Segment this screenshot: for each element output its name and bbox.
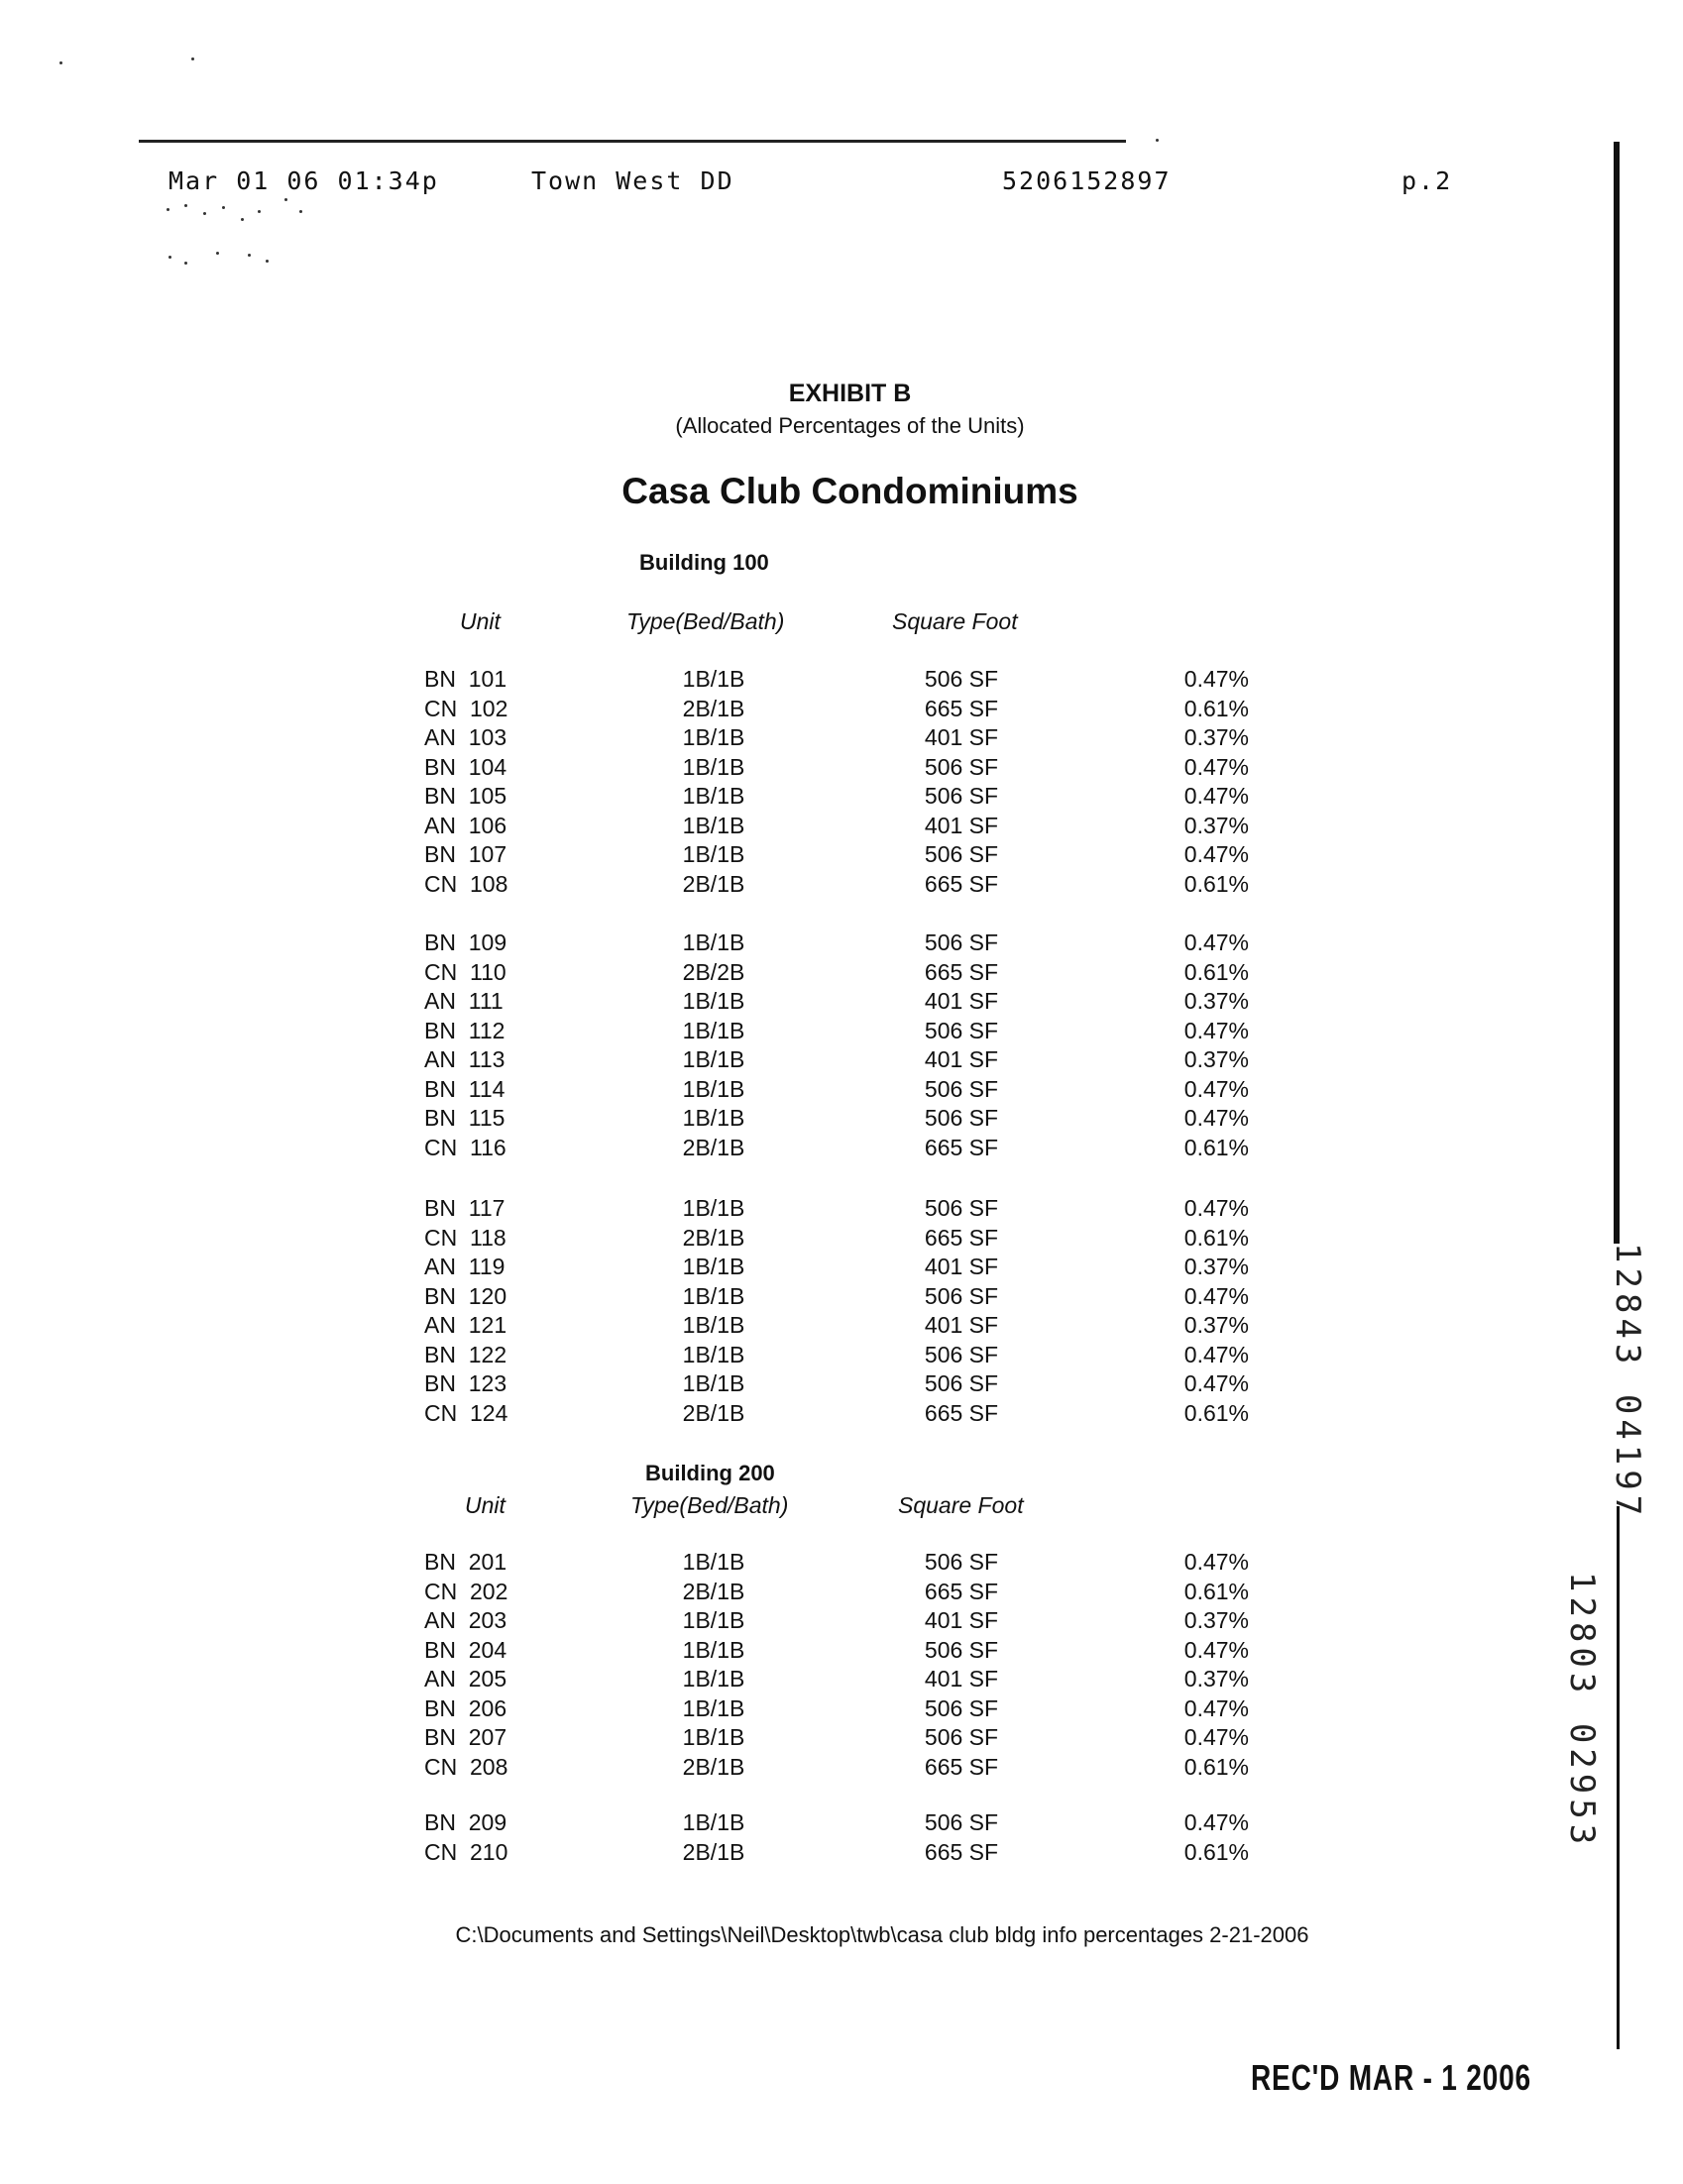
fax-page-number: p.2: [1402, 166, 1453, 195]
scan-speck: [241, 218, 244, 221]
type-cell: 1B/1B: [682, 783, 745, 809]
unit-cell: BN 112: [424, 1017, 505, 1043]
type-cell: 2B/1B: [682, 1753, 745, 1780]
unit-cell: BN 204: [424, 1636, 507, 1663]
square-foot-cell: 665 SF: [924, 1838, 999, 1865]
percentage-cell: 0.47%: [1183, 1549, 1249, 1575]
type-cell: 1B/1B: [682, 1370, 745, 1396]
type-cell: 1B/1B: [682, 1809, 745, 1835]
table-row: [0, 871, 1388, 900]
type-cell: 1B/1B: [682, 724, 745, 750]
type-cell: 1B/1B: [682, 666, 745, 692]
percentage-cell: 0.47%: [1183, 1075, 1249, 1102]
table-row: [0, 696, 1388, 724]
unit-cell: AN 205: [424, 1666, 507, 1692]
scan-speck: [167, 208, 169, 211]
percentage-cell: 0.47%: [1183, 1195, 1249, 1221]
percentage-cell: 0.47%: [1183, 753, 1249, 780]
scan-speck: [258, 210, 261, 213]
received-date-stamp: REC'D MAR - 1 2006: [1251, 2057, 1531, 2098]
fax-phone: 5206152897: [1002, 166, 1172, 195]
type-cell: 1B/1B: [682, 753, 745, 780]
percentage-cell: 0.61%: [1183, 1224, 1249, 1251]
table-row: [0, 1637, 1388, 1666]
square-foot-cell: 506 SF: [924, 1370, 999, 1396]
type-cell: 1B/1B: [682, 1017, 745, 1043]
unit-cell: BN 107: [424, 841, 507, 867]
unit-cell: CN 202: [424, 1578, 508, 1604]
unit-cell: CN 124: [424, 1399, 508, 1426]
percentage-cell: 0.37%: [1183, 1666, 1249, 1692]
unit-cell: BN 101: [424, 666, 507, 692]
table-row: [0, 1283, 1388, 1312]
table-row: [0, 1754, 1388, 1783]
type-cell: 2B/1B: [682, 870, 745, 897]
square-foot-cell: 506 SF: [924, 929, 999, 955]
table-row: [0, 1312, 1388, 1341]
type-cell: 1B/1B: [682, 841, 745, 867]
unit-cell: BN 115: [424, 1105, 505, 1131]
percentage-cell: 0.61%: [1183, 1753, 1249, 1780]
percentage-cell: 0.47%: [1183, 929, 1249, 955]
file-path-footer: C:\Documents and Settings\Neil\Desktop\twb\casa club bldg info percentages 2-21-2006: [455, 1922, 1309, 1947]
type-cell: 1B/1B: [682, 929, 745, 955]
square-foot-cell: 665 SF: [924, 1399, 999, 1426]
type-cell: 1B/1B: [682, 988, 745, 1014]
recording-number-stamp: 12803 02953: [1562, 1572, 1602, 1850]
type-cell: 2B/1B: [682, 695, 745, 721]
scan-speck: [191, 57, 194, 60]
unit-cell: BN 105: [424, 783, 507, 809]
table-row: [0, 1695, 1388, 1724]
square-foot-cell: 665 SF: [924, 1753, 999, 1780]
scan-speck: [299, 210, 302, 213]
table-row: [0, 1839, 1388, 1868]
type-cell: 1B/1B: [682, 1105, 745, 1131]
square-foot-cell: 665 SF: [924, 695, 999, 721]
square-foot-cell: 401 SF: [924, 1312, 999, 1338]
percentage-cell: 0.61%: [1183, 695, 1249, 721]
percentage-cell: 0.37%: [1183, 988, 1249, 1014]
square-foot-cell: 401 SF: [924, 1666, 999, 1692]
type-cell: 1B/1B: [682, 1046, 745, 1072]
unit-cell: BN 109: [424, 929, 507, 955]
scan-speck: [222, 206, 225, 209]
column-header-sqft: Square Foot: [898, 1492, 1024, 1518]
type-cell: 2B/1B: [682, 1578, 745, 1604]
unit-cell: CN 102: [424, 695, 508, 721]
column-header-unit: Unit: [460, 608, 501, 634]
percentage-cell: 0.47%: [1183, 1809, 1249, 1835]
type-cell: 1B/1B: [682, 1075, 745, 1102]
type-cell: 1B/1B: [682, 1636, 745, 1663]
unit-cell: CN 116: [424, 1134, 506, 1160]
unit-cell: BN 206: [424, 1694, 507, 1721]
square-foot-cell: 401 SF: [924, 1607, 999, 1633]
table-row: [0, 1254, 1388, 1282]
table-row: [0, 1018, 1388, 1046]
square-foot-cell: 401 SF: [924, 812, 999, 838]
percentage-cell: 0.61%: [1183, 1838, 1249, 1865]
fax-sender: Town West DD: [531, 166, 734, 195]
scan-speck: [168, 256, 171, 259]
percentage-cell: 0.47%: [1183, 841, 1249, 867]
building-title: Building 200: [645, 1461, 775, 1485]
square-foot-cell: 506 SF: [924, 1549, 999, 1575]
scan-speck: [216, 252, 219, 255]
unit-cell: AN 106: [424, 812, 507, 838]
square-foot-cell: 506 SF: [924, 1195, 999, 1221]
square-foot-cell: 506 SF: [924, 1017, 999, 1043]
unit-cell: BN 209: [424, 1809, 507, 1835]
type-cell: 1B/1B: [682, 1254, 745, 1279]
type-cell: 1B/1B: [682, 1549, 745, 1575]
percentage-cell: 0.47%: [1183, 1105, 1249, 1131]
table-row: [0, 1105, 1388, 1134]
type-cell: 1B/1B: [682, 1312, 745, 1338]
square-foot-cell: 665 SF: [924, 1134, 999, 1160]
percentage-cell: 0.47%: [1183, 1694, 1249, 1721]
unit-cell: AN 113: [424, 1046, 505, 1072]
percentage-cell: 0.61%: [1183, 1134, 1249, 1160]
table-row: [0, 754, 1388, 783]
percentage-cell: 0.47%: [1183, 666, 1249, 692]
percentage-cell: 0.37%: [1183, 1046, 1249, 1072]
table-row: [0, 1370, 1388, 1399]
unit-cell: CN 208: [424, 1753, 508, 1780]
unit-cell: AN 111: [424, 988, 504, 1014]
square-foot-cell: 506 SF: [924, 841, 999, 867]
table-row: [0, 1195, 1388, 1224]
percentage-cell: 0.47%: [1183, 1341, 1249, 1367]
unit-cell: CN 110: [424, 958, 506, 985]
table-row: [0, 1342, 1388, 1370]
table-row: [0, 1400, 1388, 1429]
type-cell: 1B/1B: [682, 812, 745, 838]
table-row: [0, 959, 1388, 988]
table-row: [0, 1549, 1388, 1578]
unit-cell: BN 201: [424, 1549, 507, 1575]
square-foot-cell: 506 SF: [924, 1636, 999, 1663]
type-cell: 2B/1B: [682, 1399, 745, 1426]
square-foot-cell: 506 SF: [924, 753, 999, 780]
unit-cell: BN 123: [424, 1370, 507, 1396]
square-foot-cell: 401 SF: [924, 988, 999, 1014]
column-header-unit: Unit: [465, 1492, 505, 1518]
unit-cell: CN 108: [424, 870, 508, 897]
table-row: [0, 1666, 1388, 1694]
fax-header-rule: [139, 140, 1126, 143]
table-row: [0, 666, 1388, 695]
scan-speck: [203, 212, 206, 215]
unit-cell: BN 122: [424, 1341, 507, 1367]
table-row: [0, 1724, 1388, 1753]
fax-header: [168, 166, 1457, 200]
building-title: Building 100: [639, 550, 769, 575]
percentage-cell: 0.47%: [1183, 1370, 1249, 1396]
unit-cell: BN 104: [424, 753, 507, 780]
scan-speck: [1156, 139, 1159, 142]
table-row: [0, 1579, 1388, 1607]
square-foot-cell: 506 SF: [924, 783, 999, 809]
scan-speck: [284, 198, 287, 201]
square-foot-cell: 506 SF: [924, 1075, 999, 1102]
unit-cell: CN 118: [424, 1224, 506, 1251]
square-foot-cell: 506 SF: [924, 1341, 999, 1367]
percentage-cell: 0.37%: [1183, 724, 1249, 750]
unit-cell: BN 207: [424, 1724, 507, 1750]
column-header-type: Type(Bed/Bath): [626, 608, 785, 634]
type-cell: 2B/2B: [682, 958, 745, 985]
type-cell: 1B/1B: [682, 1607, 745, 1633]
type-cell: 1B/1B: [682, 1341, 745, 1367]
square-foot-cell: 401 SF: [924, 1046, 999, 1072]
percentage-cell: 0.47%: [1183, 1636, 1249, 1663]
table-row: [0, 929, 1388, 958]
square-foot-cell: 665 SF: [924, 870, 999, 897]
table-row: [0, 1225, 1388, 1254]
table-row: [0, 813, 1388, 841]
square-foot-cell: 401 SF: [924, 1254, 999, 1279]
square-foot-cell: 665 SF: [924, 1578, 999, 1604]
scan-speck: [184, 204, 187, 207]
table-row: [0, 783, 1388, 812]
percentage-cell: 0.47%: [1183, 1282, 1249, 1309]
unit-cell: CN 210: [424, 1838, 508, 1865]
type-cell: 2B/1B: [682, 1838, 745, 1865]
percentage-cell: 0.37%: [1183, 1254, 1249, 1279]
unit-cell: BN 120: [424, 1282, 507, 1309]
table-row: [0, 988, 1388, 1017]
table-row: [0, 1046, 1388, 1075]
type-cell: 1B/1B: [682, 1666, 745, 1692]
type-cell: 1B/1B: [682, 1724, 745, 1750]
type-cell: 1B/1B: [682, 1694, 745, 1721]
scan-speck: [266, 260, 269, 263]
type-cell: 1B/1B: [682, 1282, 745, 1309]
square-foot-cell: 506 SF: [924, 1105, 999, 1131]
percentage-cell: 0.37%: [1183, 1607, 1249, 1633]
percentage-cell: 0.47%: [1183, 1017, 1249, 1043]
percentage-cell: 0.61%: [1183, 870, 1249, 897]
square-foot-cell: 506 SF: [924, 666, 999, 692]
square-foot-cell: 506 SF: [924, 1809, 999, 1835]
margin-rule: [1617, 1506, 1620, 2049]
square-foot-cell: 401 SF: [924, 724, 999, 750]
unit-cell: BN 117: [424, 1195, 505, 1221]
unit-cell: AN 103: [424, 724, 507, 750]
square-foot-cell: 506 SF: [924, 1282, 999, 1309]
column-header-type: Type(Bed/Bath): [630, 1492, 789, 1518]
scan-speck: [248, 254, 251, 257]
percentage-cell: 0.61%: [1183, 1399, 1249, 1426]
percentage-cell: 0.37%: [1183, 1312, 1249, 1338]
table-row: [0, 1076, 1388, 1105]
square-foot-cell: 506 SF: [924, 1724, 999, 1750]
percentage-cell: 0.47%: [1183, 783, 1249, 809]
percentage-cell: 0.37%: [1183, 812, 1249, 838]
type-cell: 2B/1B: [682, 1134, 745, 1160]
table-row: [0, 1809, 1388, 1838]
exhibit-subtitle: (Allocated Percentages of the Units): [675, 413, 1025, 438]
unit-cell: AN 121: [424, 1312, 507, 1338]
unit-cell: AN 203: [424, 1607, 507, 1633]
column-header-sqft: Square Foot: [892, 608, 1018, 634]
table-row: [0, 724, 1388, 753]
margin-rule: [1614, 142, 1620, 1244]
table-row: [0, 841, 1388, 870]
recording-number-stamp: 12843 04197: [1608, 1243, 1647, 1521]
exhibit-title: EXHIBIT B: [788, 380, 912, 407]
unit-cell: BN 114: [424, 1075, 505, 1102]
fax-datetime: Mar 01 06 01:34p: [168, 166, 439, 195]
table-row: [0, 1135, 1388, 1163]
percentage-cell: 0.61%: [1183, 1578, 1249, 1604]
square-foot-cell: 665 SF: [924, 1224, 999, 1251]
table-row: [0, 1607, 1388, 1636]
percentage-cell: 0.61%: [1183, 958, 1249, 985]
square-foot-cell: 665 SF: [924, 958, 999, 985]
percentage-cell: 0.47%: [1183, 1724, 1249, 1750]
square-foot-cell: 506 SF: [924, 1694, 999, 1721]
type-cell: 2B/1B: [682, 1224, 745, 1251]
scan-speck: [59, 61, 62, 64]
unit-cell: AN 119: [424, 1254, 505, 1279]
type-cell: 1B/1B: [682, 1195, 745, 1221]
scan-speck: [184, 262, 187, 265]
project-title: Casa Club Condominiums: [621, 471, 1078, 511]
